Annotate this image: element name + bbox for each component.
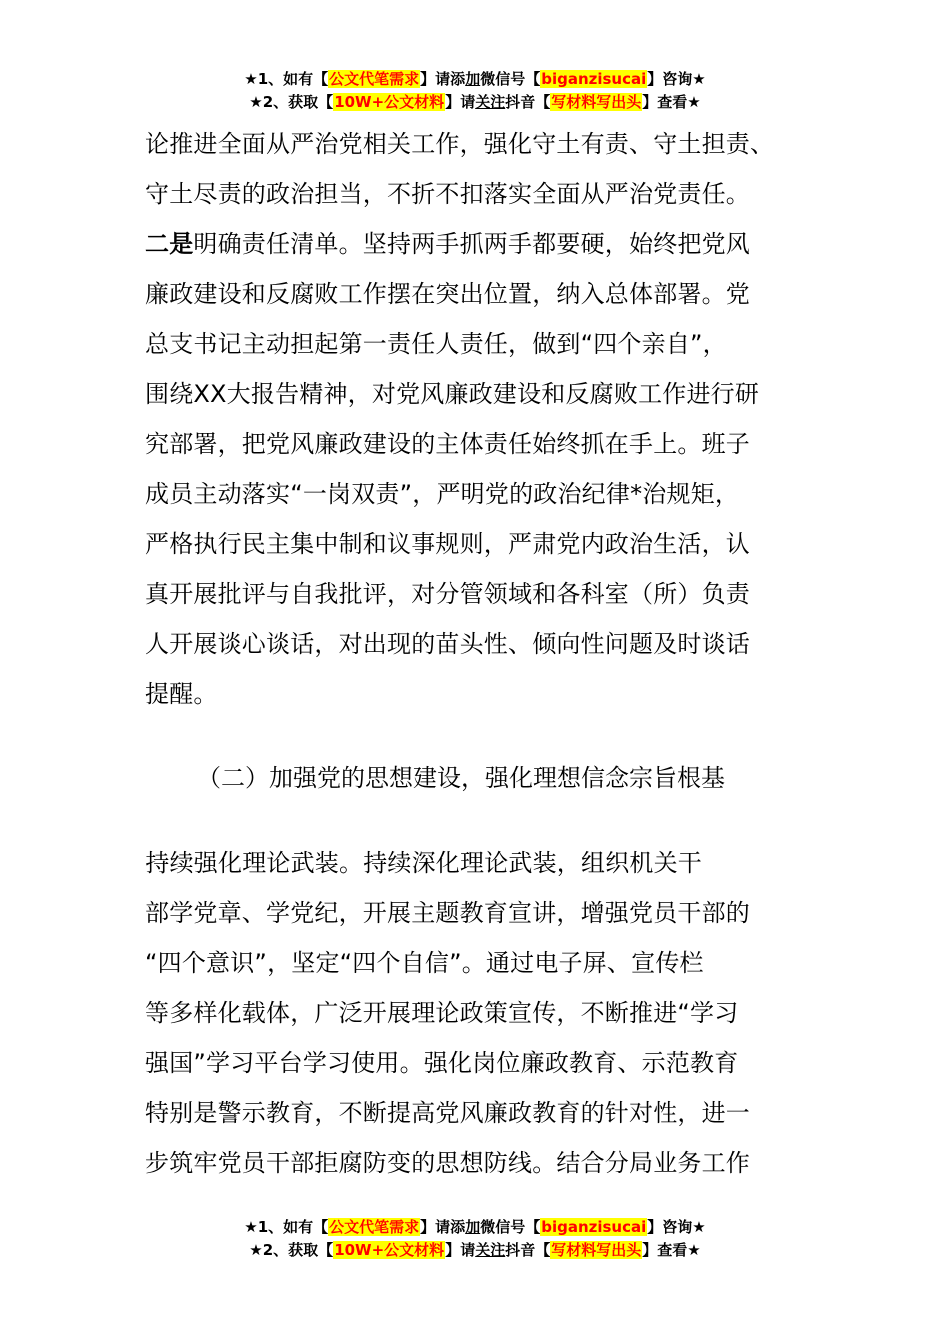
body-paragraph-1	[145, 119, 805, 719]
banner-text: 抖音【	[505, 1241, 551, 1259]
header-banner	[0, 68, 950, 114]
highlight-douyin-account: 写材料写出头	[551, 1241, 642, 1259]
banner-text: 微信号【	[480, 1218, 541, 1236]
banner-text: 】请添	[420, 70, 466, 88]
highlight-service: 公文代笔需求	[329, 70, 420, 88]
highlight-service: 公文代笔需求	[329, 1218, 420, 1236]
banner-text: ★2、获取【	[249, 1241, 334, 1259]
banner-text: ★1、如有【	[244, 1218, 329, 1236]
banner-line-2	[0, 91, 950, 114]
text-line: 围绕XX大报告精神，对党风廉政建设和反腐败工作进行研	[145, 380, 760, 408]
banner-line-2	[0, 1239, 950, 1262]
banner-text: 】请添	[420, 1218, 466, 1236]
text-line: “四个意识”，坚定“四个自信”。通过电子屏、宣传栏	[145, 949, 704, 977]
text-line: 提醒。	[145, 680, 218, 708]
text-line: 论推进全面从严治党相关工作，强化守土有责、守土担责、	[145, 130, 775, 158]
text-line-with-bold-lead	[145, 219, 805, 269]
text-line: 部学党章、学党纪，开展主题教育宣讲，增强党员干部的	[145, 899, 750, 927]
highlight-materials: 10W+公文材料	[334, 93, 445, 111]
text-line: 守土尽责的政治担当，不折不扣落实全面从严治党责任。	[145, 180, 750, 208]
highlight-materials: 10W+公文材料	[334, 1241, 445, 1259]
banner-text: 】咨询★	[647, 70, 706, 88]
text-line: 成员主动落实“一岗双责”，严明党的政治纪律*治规矩，	[145, 480, 740, 508]
banner-text-underlined: 关注	[475, 93, 506, 111]
text-line: 人开展谈心谈话，对出现的苗头性、倾向性问题及时谈话	[145, 630, 750, 658]
section-heading: （二）加强党的思想建设，强化理想信念宗旨根基	[197, 764, 725, 792]
text-line: 总支书记主动担起第一责任人责任，做到“四个亲自”，	[145, 330, 727, 358]
banner-text-underlined: 加	[465, 70, 481, 88]
text-line: 特别是警示教育，不断提高党风廉政教育的针对性，进一	[145, 1099, 750, 1127]
banner-text: 】咨询★	[647, 1218, 706, 1236]
highlight-wechat-id: biganzisucai	[541, 70, 647, 88]
bold-lead: 二是	[145, 230, 194, 258]
banner-line-1	[0, 1216, 950, 1239]
text-line: 等多样化载体，广泛开展理论政策宣传，不断推进“学习	[145, 999, 739, 1027]
text-line: 廉政建设和反腐败工作摆在突出位置，纳入总体部署。党	[145, 280, 750, 308]
banner-text: 抖音【	[505, 93, 551, 111]
body-paragraph-2	[97, 838, 805, 1188]
banner-text-underlined: 关注	[475, 1241, 506, 1259]
text-line: 严格执行民主集中制和议事规则，严肃党内政治生活，认	[145, 530, 750, 558]
text-line: 强国”学习平台学习使用。强化岗位廉政教育、示范教育	[145, 1049, 739, 1077]
text-line: 持续强化理论武装。持续深化理论武装，组织机关干	[97, 849, 702, 877]
highlight-wechat-id: biganzisucai	[541, 1218, 647, 1236]
banner-text: ★1、如有【	[244, 70, 329, 88]
banner-text: 】请	[445, 1241, 476, 1259]
text-line-rest: 明确责任清单。坚持两手抓两手都要硬，始终把党风	[193, 230, 751, 258]
banner-text: 】查看★	[642, 93, 701, 111]
text-line: 步筑牢党员干部拒腐防变的思想防线。结合分局业务工作	[145, 1149, 750, 1177]
banner-text: 微信号【	[480, 70, 541, 88]
text-line: 究部署，把党风廉政建设的主体责任始终抓在手上。班子	[145, 430, 750, 458]
banner-text: 】请	[445, 93, 476, 111]
banner-text: 】查看★	[642, 1241, 701, 1259]
banner-text-underlined: 加	[465, 1218, 481, 1236]
text-line: 真开展批评与自我批评，对分管领域和各科室（所）负责	[145, 580, 750, 608]
banner-text: ★2、获取【	[249, 93, 334, 111]
highlight-douyin-account: 写材料写出头	[551, 93, 642, 111]
footer-banner	[0, 1216, 950, 1262]
banner-line-1	[0, 68, 950, 91]
